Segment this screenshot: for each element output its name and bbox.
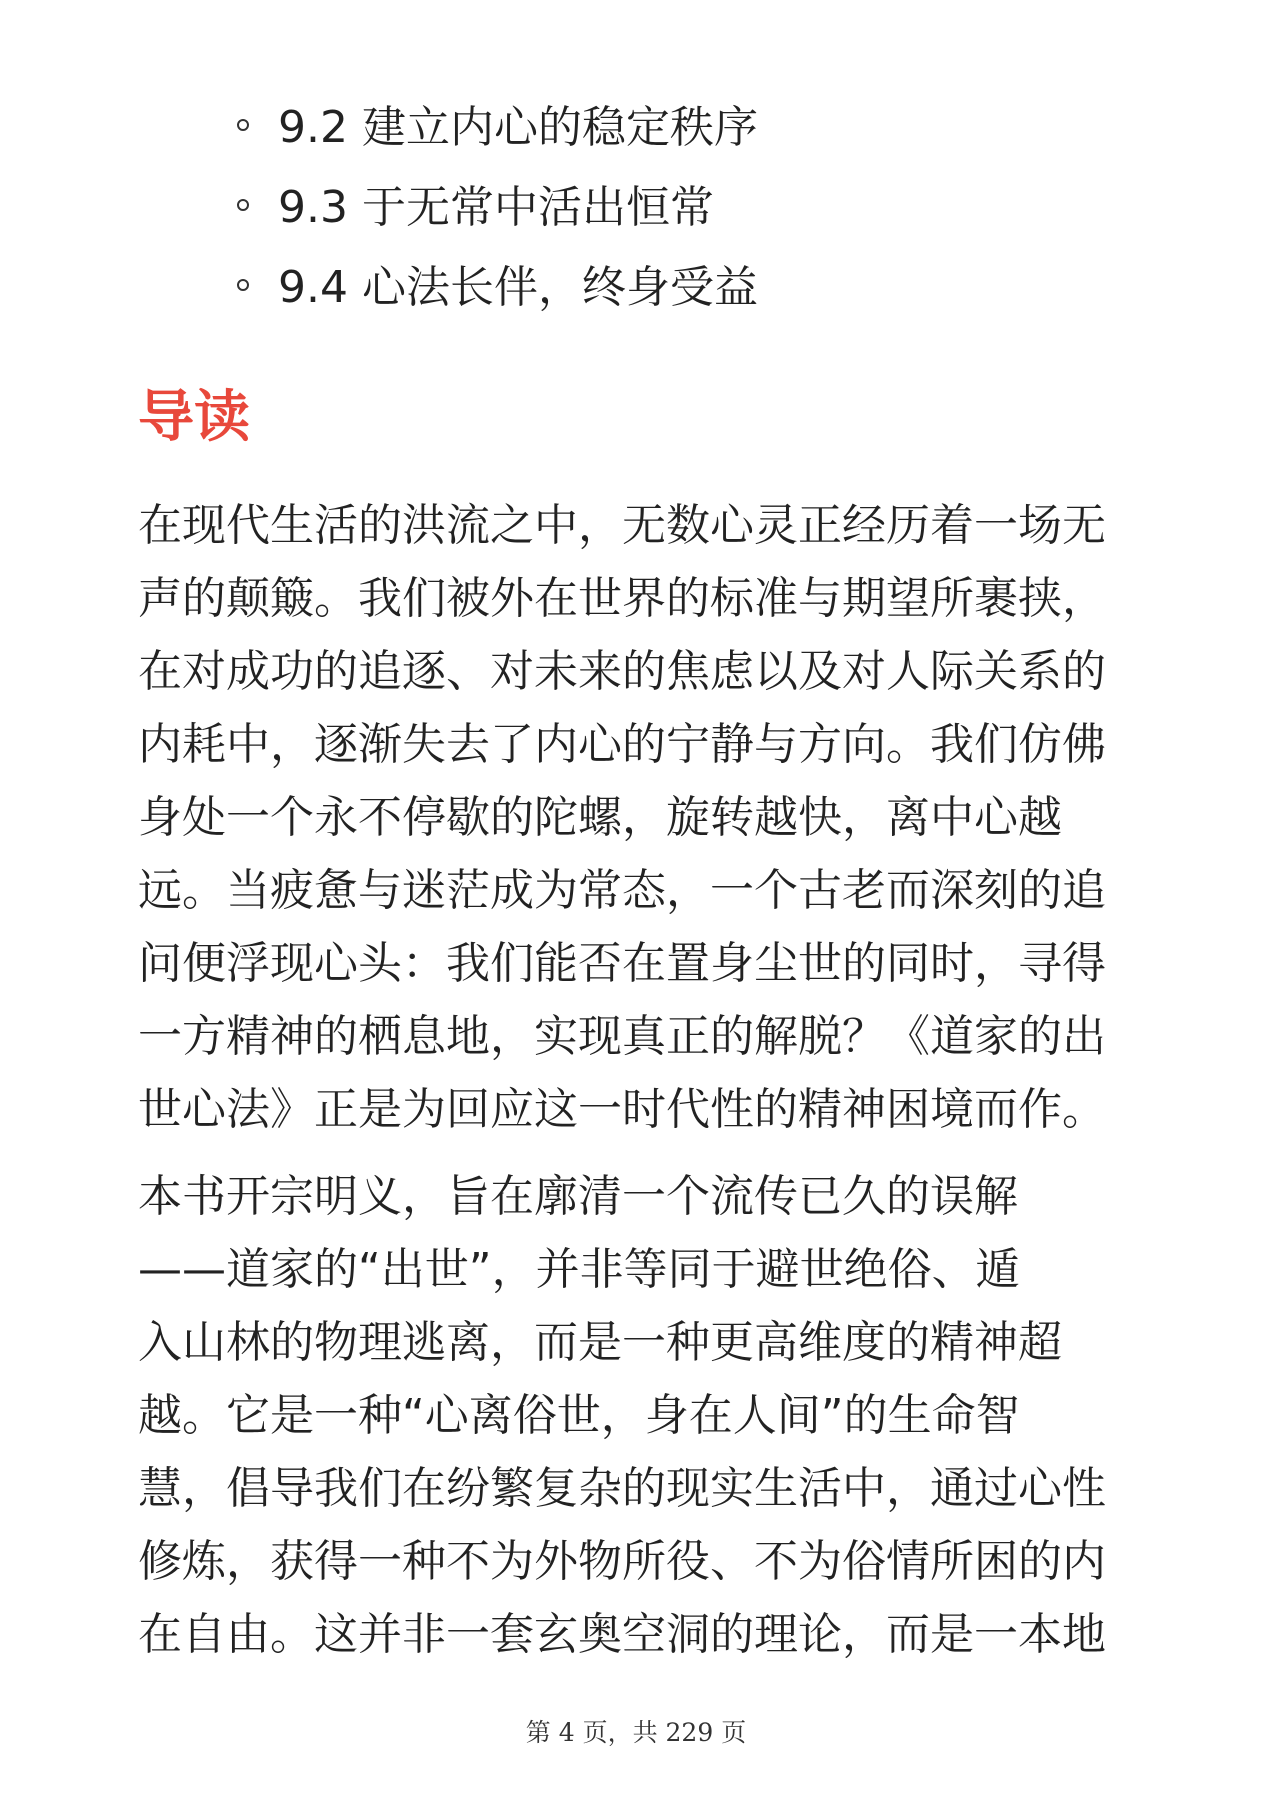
hollow-circle-bullet-icon (237, 119, 249, 131)
page-number-footer: 第 4 页，共 229 页 (525, 1718, 747, 1747)
paragraph-line: 问便浮现心头：我们能否在置身尘世的同时，寻得 (138, 938, 1106, 989)
toc-item-9-3[interactable] (278, 168, 758, 248)
paragraph-line: ——道家的“出世”，并非等同于避世绝俗、遁 (138, 1244, 1020, 1295)
paragraph-line: 修炼，获得一种不为外物所役、不为俗情所困的内 (138, 1536, 1106, 1587)
hollow-circle-bullet-icon (237, 279, 249, 291)
paragraph-line: 远。当疲惫与迷茫成为常态，一个古老而深刻的追 (138, 865, 1106, 916)
paragraph-line: 一方精神的栖息地，实现真正的解脱？《道家的出 (138, 1011, 1106, 1062)
hollow-circle-bullet-icon (237, 199, 249, 211)
toc-item-9-2[interactable] (278, 88, 758, 168)
toc-item-label: 9.2 建立内心的稳定秩序 (278, 102, 758, 153)
paragraph-line: 慧，倡导我们在纷繁复杂的现实生活中，通过心性 (138, 1463, 1106, 1514)
paragraph-line: 在现代生活的洪流之中，无数心灵正经历着一场无 (138, 500, 1106, 551)
toc-item-9-4[interactable] (278, 248, 758, 328)
body-paragraph-1 (138, 489, 1138, 1146)
paragraph-line: 在对成功的追逐、对未来的焦虑以及对人际关系的 (138, 646, 1106, 697)
paragraph-line: 本书开宗明义，旨在廓清一个流传已久的误解 (138, 1171, 1018, 1222)
body-paragraph-2 (138, 1160, 1138, 1671)
paragraph-line: 在自由。这并非一套玄奥空洞的理论，而是一本地 (138, 1609, 1106, 1660)
paragraph-line: 入山林的物理逃离，而是一种更高维度的精神超 (138, 1317, 1062, 1368)
toc-list (278, 88, 758, 328)
paragraph-line: 声的颠簸。我们被外在世界的标准与期望所裹挟， (138, 573, 1106, 624)
paragraph-line: 内耗中，逐渐失去了内心的宁静与方向。我们仿佛 (138, 719, 1106, 770)
section-heading: 导读 (138, 385, 250, 450)
toc-item-label: 9.3 于无常中活出恒常 (278, 182, 714, 233)
toc-item-label: 9.4 心法长伴，终身受益 (278, 262, 758, 313)
paragraph-line: 身处一个永不停歇的陀螺，旋转越快，离中心越 (138, 792, 1062, 843)
paragraph-line: 越。它是一种“心离俗世，身在人间”的生命智 (138, 1390, 1020, 1441)
paragraph-line: 世心法》正是为回应这一时代性的精神困境而作。 (138, 1084, 1106, 1135)
